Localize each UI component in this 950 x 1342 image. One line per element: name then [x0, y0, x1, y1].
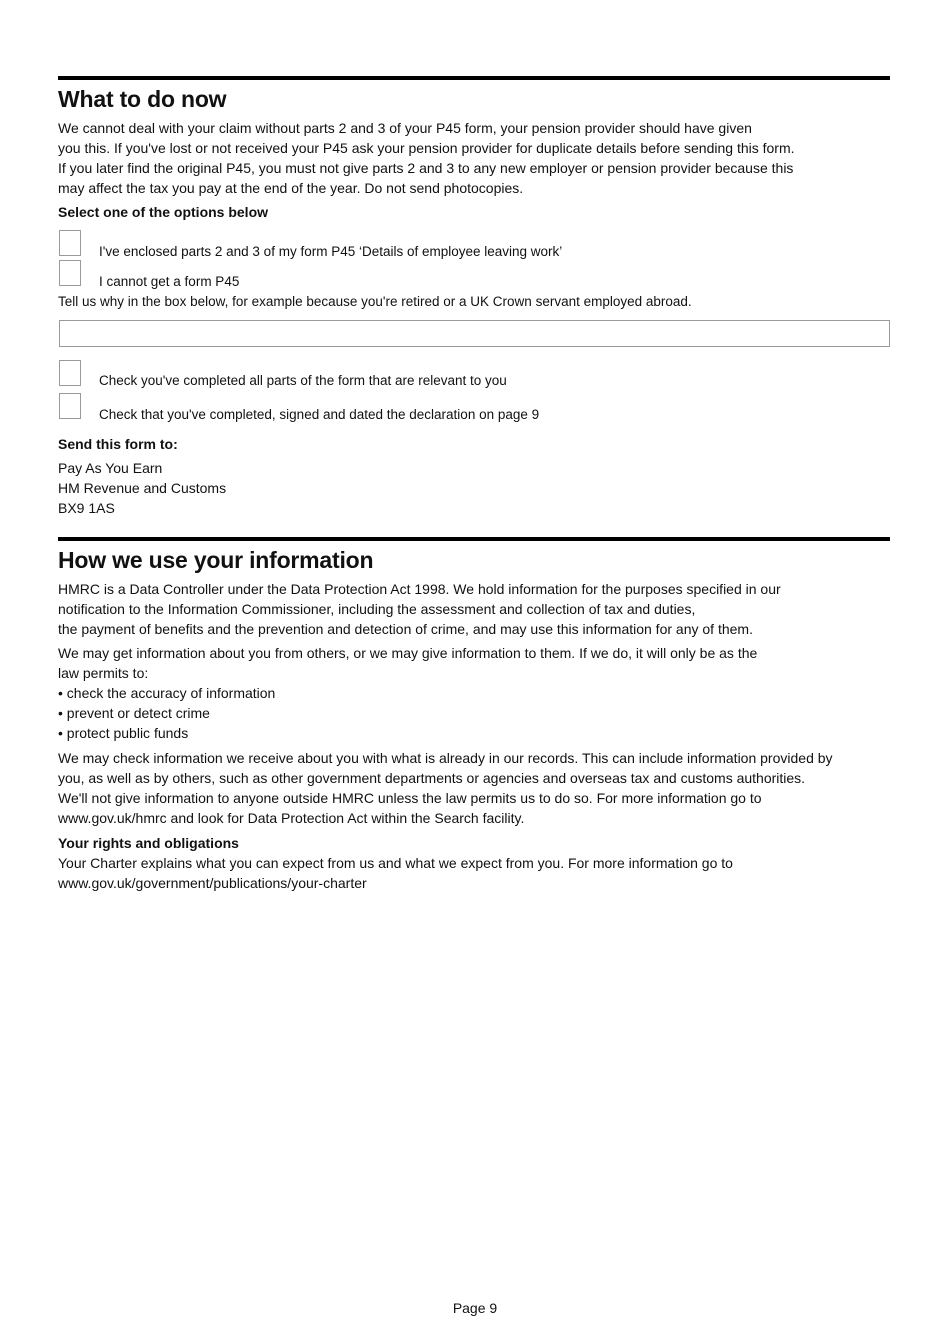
send-form-label: Send this form to:	[58, 436, 178, 452]
select-options-label: Select one of the options below	[58, 204, 269, 220]
option-p45-enclosed-label: I've enclosed parts 2 and 3 of my form P45 ‘Details of employee leaving work’	[99, 244, 563, 259]
bullet-item: • prevent or detect crime	[58, 705, 210, 721]
address-line: HM Revenue and Customs	[58, 480, 227, 496]
check-parts-label: Check you've completed all parts of the form that are relevant to you	[99, 373, 507, 388]
info-paragraph-3	[58, 748, 898, 828]
info-line: www.gov.uk/hmrc and look for Data Protection Act within the Search facility.	[58, 810, 525, 826]
how-we-use-heading: How we use your information	[58, 547, 374, 573]
what-to-do-intro	[58, 118, 898, 198]
section-divider-top	[58, 76, 890, 80]
page-number: Page 9	[452, 1300, 498, 1316]
checkbox-p45-enclosed[interactable]	[59, 230, 81, 256]
postal-address	[58, 458, 898, 518]
option-cannot-get-p45-label: I cannot get a form P45	[99, 274, 240, 289]
checkbox-cannot-get-p45[interactable]	[59, 260, 81, 286]
what-to-do-heading: What to do now	[58, 86, 227, 112]
check-declaration-label: Check that you've completed, signed and dated the declaration on page 9	[99, 407, 540, 422]
info-paragraph-2	[58, 643, 898, 743]
reason-input[interactable]	[59, 320, 890, 347]
info-line: www.gov.uk/government/publications/your-charter	[58, 875, 367, 891]
bullet-item: • check the accuracy of information	[58, 685, 276, 701]
intro-line: We cannot deal with your claim without parts 2 and 3 of your P45 form, your pension provider should have given	[58, 120, 752, 136]
intro-line: may affect the tax you pay at the end of the year. Do not send photocopies.	[58, 180, 524, 196]
info-line: you, as well as by others, such as other government departments or agencies and overseas tax and customs authorities.	[58, 770, 806, 786]
info-paragraph-1	[58, 579, 898, 639]
checkbox-parts-completed[interactable]	[59, 360, 81, 386]
address-line: BX9 1AS	[58, 500, 115, 516]
rights-heading: Your rights and obligations	[58, 835, 239, 851]
intro-line: If you later find the original P45, you must not give parts 2 and 3 to any new employer or pension provider because this	[58, 160, 794, 176]
info-line: notification to the Information Commissioner, including the assessment and collection of tax and duties,	[58, 601, 696, 617]
checkbox-declaration-signed[interactable]	[59, 393, 81, 419]
info-line: We'll not give information to anyone outside HMRC unless the law permits us to do so. For more information go to	[58, 790, 762, 806]
address-line: Pay As You Earn	[58, 460, 163, 476]
info-line: law permits to:	[58, 665, 149, 681]
info-line: We may check information we receive about you with what is already in our records. This can include information provided by	[58, 750, 833, 766]
info-line: HMRC is a Data Controller under the Data Protection Act 1998. We hold information for the purposes specified in our	[58, 581, 781, 597]
intro-line: you this. If you've lost or not received your P45 ask your pension provider for duplicate details before sending this form.	[58, 140, 795, 156]
tell-us-why-text: Tell us why in the box below, for example because you're retired or a UK Crown servant employed abroad.	[58, 294, 692, 309]
section-divider-info	[58, 537, 890, 541]
bullet-item: • protect public funds	[58, 725, 189, 741]
info-line: the payment of benefits and the prevention and detection of crime, and may use this information for any of them.	[58, 621, 753, 637]
info-line: Your Charter explains what you can expect from us and what we expect from you. For more information go to	[58, 855, 733, 871]
info-line: We may get information about you from others, or we may give information to them. If we do, it will only be as the	[58, 645, 758, 661]
rights-paragraph	[58, 853, 898, 893]
